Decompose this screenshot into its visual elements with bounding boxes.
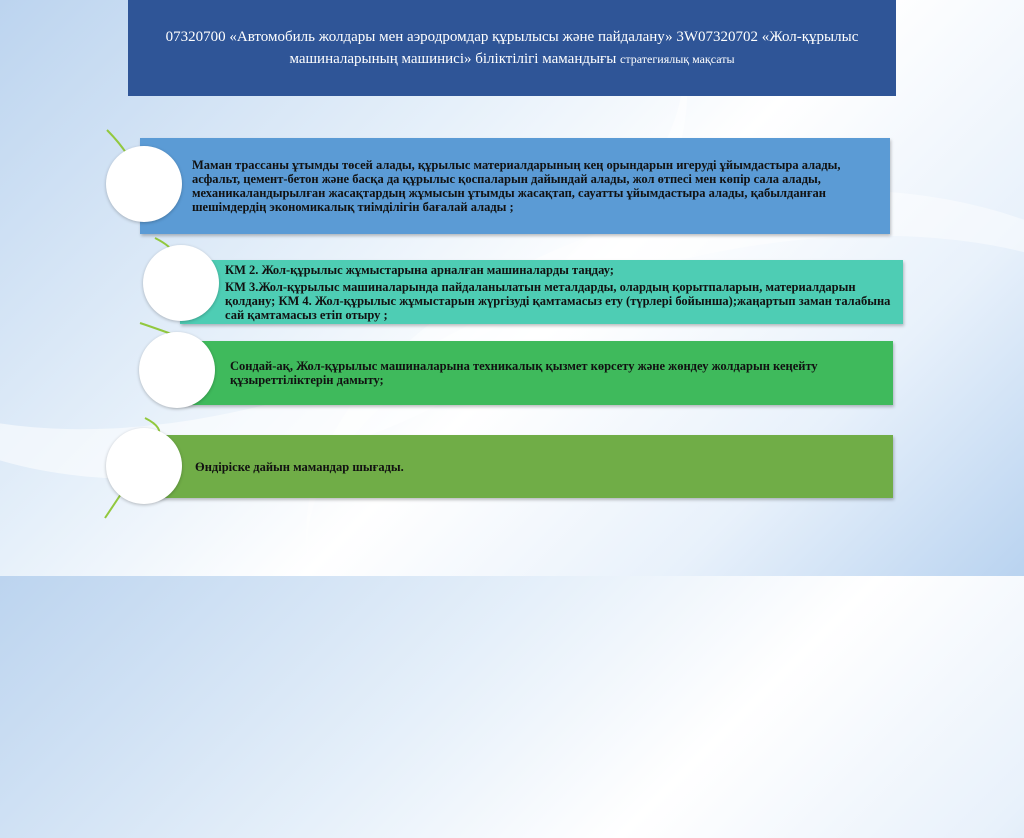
step-bar-2: [180, 260, 903, 324]
step-2-text-b: КМ 3.Жол-құрылыс машиналарында пайдаланылатын металдарды, олардың қорытпаларын, материалдарын қолдану; КМ 4. Жол-құрылыс жұмыстарын жүргізуді қамтамасыз ету (түрлері бойынша);жаңартып заман талабына сай қамтамасыз етіп отыру ;: [225, 279, 891, 322]
step-circle-4: [106, 428, 182, 504]
step-circle-2: [143, 245, 219, 321]
step-3-text: Сондай-ақ, Жол-құрылыс машиналарына техникалық қызмет көрсету және жөндеу жолдарын кеңейту құзыреттіліктерін дамыту;: [230, 359, 818, 387]
slide-title: [128, 0, 896, 96]
step-2-text-a: КМ 2. Жол-құрылыс жұмыстарына арналған машиналарды таңдау;: [225, 262, 614, 277]
step-1-text: Маман трассаны ұтымды төсей алады, құрылыс материалдарының кең орындарын игеруді ұйымдастыра алады, асфальт, цемент-бетон және басқа да құрылыс қоспаларын дайындай алады, жол өтпесі мен көпір сала алады, механикаландырылған жасақтардың жұмысын ұтымды жасақтап, сауатты ұйымдастыра алады, қабылданған шешімдердің экономикалық тиімділігін бағалай алады ;: [192, 158, 841, 214]
title-small: стратегиялық мақсаты: [620, 52, 735, 66]
step-circle-1: [106, 146, 182, 222]
step-bar-3: [170, 341, 893, 405]
step-bar-1: [140, 138, 890, 234]
step-4-text: Өндіріске дайын мамандар шығады.: [195, 459, 404, 474]
step-circle-3: [139, 332, 215, 408]
title-main: 07320700 «Автомобиль жолдары мен аэродромдар құрылысы және пайдалану» 3W07320702 «Жол-құрылыс машиналарының машинисі» біліктілігі мамандығы: [165, 29, 859, 67]
step-bar-4: [150, 435, 893, 498]
